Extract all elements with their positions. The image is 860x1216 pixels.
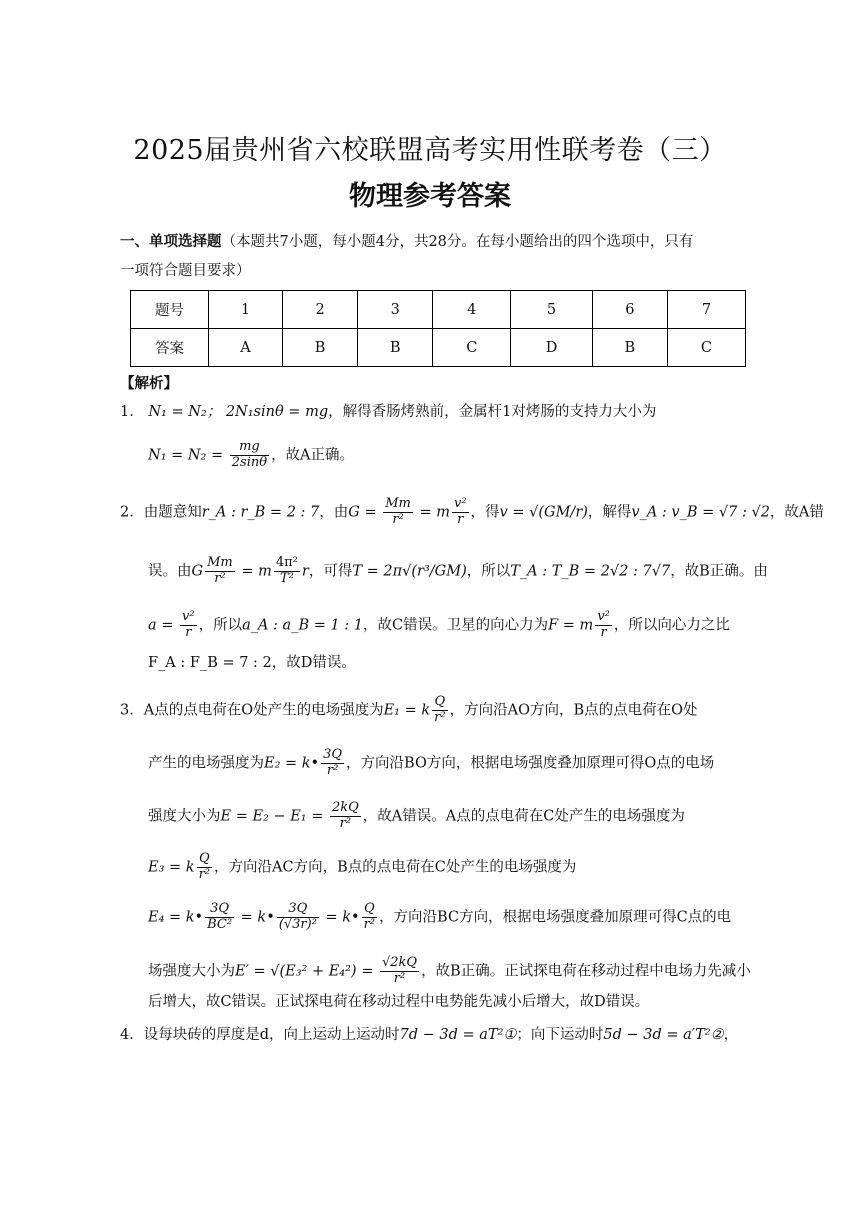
- q2-text: ，故A错: [769, 504, 824, 521]
- analysis-label: 【解析】: [120, 375, 178, 392]
- q4-line1: [120, 1027, 738, 1044]
- table-cell-number: 5: [511, 291, 592, 329]
- q2-line1: 2．由题意知r_A : r_B = 2 : 7，由G = $\frac{Mm}{\text{r²}}$ = m $\frac{\text{v²}}{r}$ ，得v = √(GM/r)，解得v_A : v_B = √7 : √2，故A错: [120, 496, 824, 527]
- q4-text: 4．设每块砖的厚度是d，向上运动上运动时: [120, 1027, 400, 1043]
- formula: N₁ = N₂ =: [148, 447, 224, 464]
- q3-text: ，方向沿BC方向，根据电场强度叠加原理可得C点的电: [379, 909, 732, 926]
- formula: 7d − 3d = aT²①: [399, 1027, 517, 1043]
- formula: v_A : v_B = √7 : √2: [631, 504, 770, 521]
- q3-text: ，故B正确。正试探电荷在移动过程中电场力先减小: [421, 963, 751, 980]
- fraction: $\frac{Q}{\text{r²}}$: [198, 851, 210, 882]
- answer-table-header-row: [131, 291, 746, 329]
- table-cell-answer: B: [592, 329, 667, 367]
- answer-table: [130, 290, 746, 367]
- fraction-numerator: mg: [230, 440, 269, 456]
- q1-conclusion: ，故A正确。: [271, 447, 355, 464]
- q2-line3: a = $\frac{\text{v²}}{r}$ ，所以a_A : a_B = 1 : 1，故C错误。卫星的向心力为F = m $\frac{\text{v²}}{r}$ ，所以向心力之比: [148, 609, 730, 640]
- table-header-cell: 答案: [131, 329, 209, 367]
- table-cell-number: 1: [209, 291, 283, 329]
- table-header-cell: 题号: [131, 291, 209, 329]
- q2-text: ，故C错误。卫星的向心力为: [363, 617, 549, 634]
- q3-line3: 强度大小为E = E₂ − E₁ = $\frac{2kQ}{\text{r²}}$ ，故A错误。A点的点电荷在C处产生的电场强度为: [148, 800, 685, 831]
- fraction: $\frac{\text{4π²}}{\text{T²}}$: [275, 555, 298, 586]
- fraction-denominator: 2sinθ: [231, 454, 268, 470]
- formula: r_A : r_B = 2 : 7: [201, 504, 320, 521]
- q4-text: ；向下运动时: [516, 1027, 604, 1043]
- q4-text: ，: [723, 1027, 739, 1043]
- fraction: $\frac{\text{v²}}{r}$: [597, 609, 610, 640]
- table-cell-answer: C: [667, 329, 745, 367]
- q3-line2: 产生的电场强度为E₂ = k• $\frac{3Q}{\text{r²}}$ ，方向沿BO方向，根据电场强度叠加原理可得O点的电场: [148, 747, 715, 778]
- section-description-cont: 一项符合题目要求）: [120, 263, 251, 279]
- formula: 5d − 3d = a′T²②: [603, 1027, 724, 1043]
- table-cell-number: 4: [433, 291, 511, 329]
- q2-text: 误。由: [148, 563, 192, 580]
- table-cell-answer: D: [511, 329, 592, 367]
- fraction: $\frac{Q}{\text{r²}}$: [434, 694, 446, 725]
- q3-line1: 3．A点的点电荷在O处产生的电场强度为E₁ = k $\frac{Q}{\text{r²}}$ ，方向沿AO方向，B点的点电荷在O处: [120, 694, 698, 725]
- q2-line2: 误。由G $\frac{Mm}{\text{r²}}$ = m $\frac{\text{4π²}}{\text{T²}}$ r，可得T = 2π√(r³/GM)，所以T_A : T_B = 2√2 : 7√7，故B正确。由: [148, 555, 768, 586]
- fraction: $\frac{2kQ}{\text{r²}}$: [331, 800, 359, 831]
- q3-line5: E₄ = k• $\frac{3Q}{\text{BC²}}$ = k• $\frac{3Q}{\text{(√3r)²}}$ = k• $\frac{Q}{\text{r²}}$ ，方向沿BC方向，根据电场强度叠加原理可得C点的电: [148, 901, 732, 932]
- fraction: $\frac{Mm}{\text{r²}}$: [385, 496, 411, 527]
- q3-text: 产生的电场强度为: [148, 755, 264, 772]
- formula: N₁ = N₂；: [148, 404, 222, 420]
- q1-text: ，解得香肠烤熟前，金属杆1对烤肠的支持力大小为: [328, 404, 657, 420]
- table-cell-number: 2: [283, 291, 358, 329]
- q2-text: ，解得: [587, 504, 632, 521]
- formula: G: [348, 504, 360, 521]
- q2-line4: F_A : F_B = 7 : 2，故D错误。: [148, 655, 356, 671]
- q3-text: 3．A点的点电荷在O处产生的电场强度为: [120, 702, 384, 719]
- q3-line6: 场强度大小为E′ = √(E₃² + E₄²) = $\frac{√2kQ}{\text{r²}}$ ，故B正确。正试探电荷在移动过程中电场力先减小: [148, 955, 751, 986]
- q2-text: ，所以: [466, 563, 511, 580]
- q1-line2: [148, 440, 354, 471]
- q3-text: 场强度大小为: [148, 963, 235, 980]
- fraction: $\frac{3Q}{\text{r²}}$: [323, 747, 343, 778]
- q2-text: ，所以: [198, 617, 243, 634]
- fraction: $\frac{\text{v²}}{r}$: [453, 496, 467, 527]
- question-number: 1．: [120, 404, 144, 420]
- section-description: （本题共7小题，每小题4分，共28分。在每小题给出的四个选项中，只有: [221, 234, 694, 250]
- formula: T_A : T_B = 2√2 : 7√7: [510, 563, 671, 580]
- document-title: 2025届贵州省六校联盟高考实用性联考卷（三）: [133, 135, 727, 166]
- q2-text: ，得: [470, 504, 500, 521]
- fraction: $\frac{3Q}{\text{(√3r)²}}$: [278, 901, 317, 932]
- q1-line1: [120, 404, 656, 421]
- q2-text: ，可得: [308, 563, 353, 580]
- section-heading: 一、单项选择题: [120, 233, 222, 250]
- fraction: $\frac{\text{v²}}{r}$: [182, 609, 195, 640]
- q3-text: ，方向沿AO方向，B点的点电荷在O处: [449, 702, 698, 719]
- fraction: [230, 440, 269, 471]
- table-cell-number: 3: [358, 291, 433, 329]
- formula: a_A : a_B = 1 : 1: [242, 617, 364, 634]
- q2-text: 2．由题意知: [120, 504, 202, 521]
- fraction: $\frac{Mm}{\text{r²}}$: [207, 555, 233, 586]
- document-subtitle: 物理参考答案: [349, 181, 511, 212]
- q2-text: ，所以向心力之比: [613, 617, 730, 634]
- formula: 2N₁sinθ = mg: [225, 404, 329, 420]
- table-cell-number: 6: [592, 291, 667, 329]
- fraction: $\frac{3Q}{\text{BC²}}$: [207, 901, 233, 932]
- table-cell-answer: A: [209, 329, 283, 367]
- q3-line7: 后增大，故C错误。正试探电荷在移动过程中电势能先减小后增大，故D错误。: [148, 994, 650, 1010]
- section-heading-line: [120, 233, 693, 251]
- q2-text: ，故B正确。由: [670, 563, 768, 580]
- table-cell-number: 7: [667, 291, 745, 329]
- q3-line4: E₃ = k $\frac{Q}{\text{r²}}$ ，方向沿AC方向，B点的点电荷在C处产生的电场强度为: [148, 851, 577, 882]
- table-cell-answer: B: [358, 329, 433, 367]
- q3-text: ，故A错误。A点的点电荷在C处产生的电场强度为: [362, 808, 685, 825]
- q3-text: ，方向沿AC方向，B点的点电荷在C处产生的电场强度为: [214, 859, 577, 876]
- q3-text: 强度大小为: [148, 808, 221, 825]
- q3-text: ，方向沿BO方向，根据电场强度叠加原理可得O点的电场: [346, 755, 715, 772]
- table-cell-answer: C: [433, 329, 511, 367]
- fraction: $\frac{Q}{\text{r²}}$: [363, 901, 376, 932]
- q2-text: ，由: [319, 504, 349, 521]
- table-cell-answer: B: [283, 329, 358, 367]
- fraction: $\frac{√2kQ}{\text{r²}}$: [381, 955, 418, 986]
- answer-table-answer-row: [131, 329, 746, 367]
